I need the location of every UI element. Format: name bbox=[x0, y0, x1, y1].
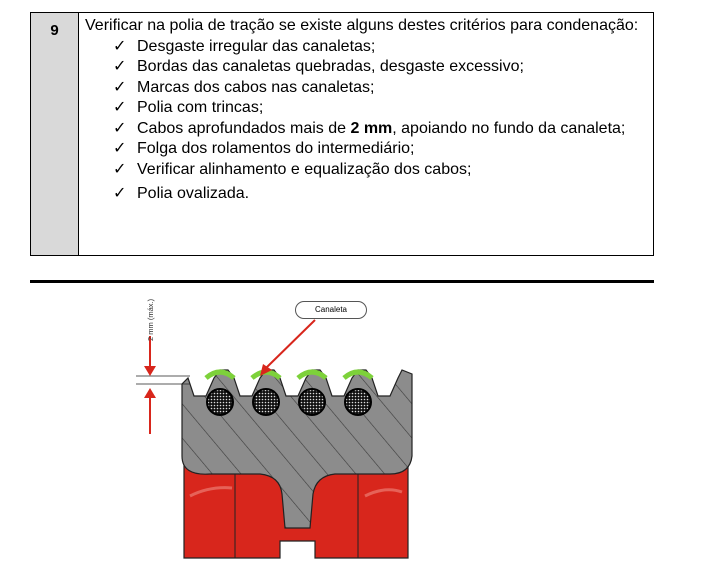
pulley-cross-section bbox=[120, 296, 450, 569]
checkmark-icon: ✓ bbox=[113, 78, 127, 96]
criteria-item: ✓ Polia com trincas; bbox=[113, 98, 647, 119]
criteria-item: ✓ Cabos aprofundados mais de 2 mm, apoiando no fundo da canaleta; bbox=[113, 119, 647, 140]
checkmark-icon: ✓ bbox=[113, 99, 127, 116]
criteria-item: ✓ Marcas dos cabos nas canaletas; bbox=[113, 78, 647, 99]
inspection-step-table bbox=[30, 12, 654, 256]
criteria-item: ✓ Polia ovalizada. bbox=[113, 184, 647, 205]
checkmark-icon: ✓ bbox=[113, 119, 127, 137]
step-number: 9 bbox=[31, 13, 79, 255]
cable bbox=[253, 389, 279, 415]
cable bbox=[207, 389, 233, 415]
step-content bbox=[79, 13, 653, 255]
dimension-label: 2 mm (máx.) bbox=[146, 298, 155, 341]
criteria-item: ✓ Verificar alinhamento e equalização dos cabos; bbox=[113, 160, 647, 181]
step-intro: Verificar na polia de tração se existe alguns destes critérios para condenação: bbox=[85, 17, 639, 34]
section-divider bbox=[30, 280, 654, 283]
criteria-list bbox=[85, 37, 647, 205]
checkmark-icon: ✓ bbox=[113, 185, 127, 202]
criteria-item: ✓ Bordas das canaletas quebradas, desgaste excessivo; bbox=[113, 57, 647, 78]
checkmark-icon: ✓ bbox=[113, 140, 127, 157]
callout-arrow bbox=[266, 320, 315, 368]
callout-label: Canaleta bbox=[295, 301, 367, 319]
checkmark-icon: ✓ bbox=[113, 58, 127, 75]
cable bbox=[345, 389, 371, 415]
criteria-item: ✓ Folga dos rolamentos do intermediário; bbox=[113, 139, 647, 160]
pulley-groove-illustration bbox=[120, 296, 450, 569]
checkmark-icon: ✓ bbox=[113, 160, 127, 178]
criteria-item: ✓ Desgaste irregular das canaletas; bbox=[113, 37, 647, 58]
cable bbox=[299, 389, 325, 415]
depth-limit-value: 2 mm bbox=[350, 119, 393, 137]
checkmark-icon: ✓ bbox=[113, 37, 127, 55]
